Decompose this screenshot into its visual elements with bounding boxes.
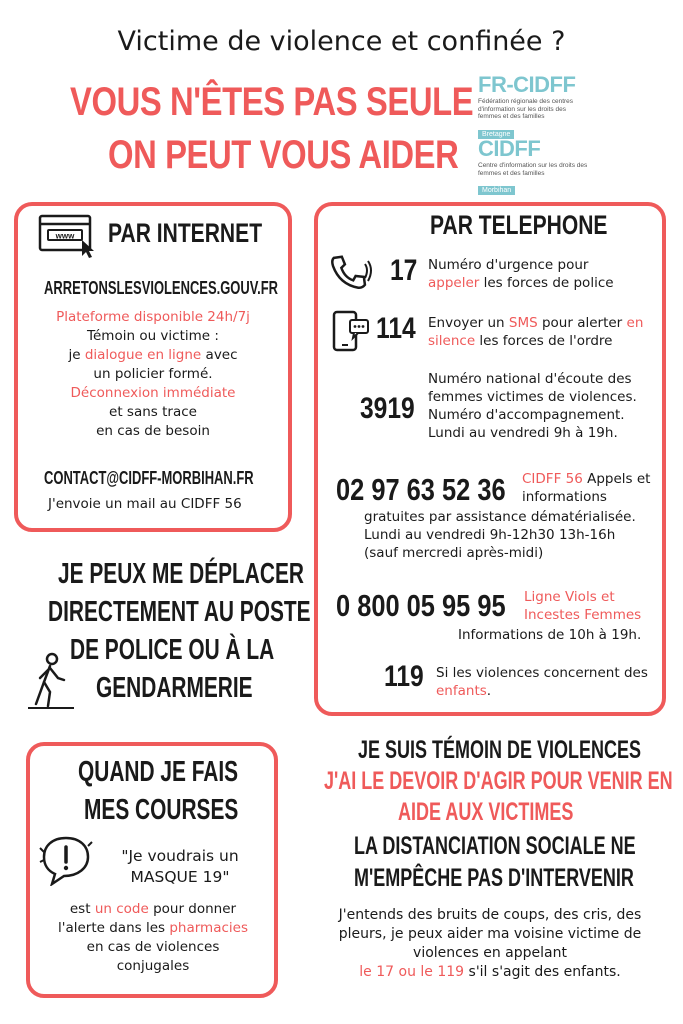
number-3919[interactable]: 3919 xyxy=(360,392,415,425)
sms-word: SMS xyxy=(508,315,538,331)
move-line-2: DIRECTEMENT AU POSTE xyxy=(48,596,311,628)
cidff56-word: CIDFF 56 xyxy=(522,471,583,487)
number-17[interactable]: 17 xyxy=(390,254,418,287)
witness-line-4: LA DISTANCIATION SOCIALE NE xyxy=(354,832,636,860)
internet-title: PAR INTERNET xyxy=(108,218,263,248)
police-line: un policier formé. xyxy=(93,366,213,382)
move-line-3: DE POLICE OU À LA xyxy=(70,634,275,666)
cidff56-details: gratuites par assistance dématérialisée. Lundi au vendredi 9h-12h30 13h-16h (sauf mercredi après-midi) xyxy=(364,509,636,561)
witness-victim-line: Témoin ou victime : xyxy=(87,328,219,344)
gov-website-link[interactable]: ARRETONSLESVIOLENCES.GOUV.FR xyxy=(44,278,279,298)
number-114-desc: Envoyer un SMS pour alerter en silence les forces de l'ordre xyxy=(428,315,644,349)
frcidff-logo-sub: Fédération régionale des centres d'information sur les droits des femmes et des familles xyxy=(478,98,574,120)
witness-line-1: JE SUIS TÉMOIN DE VIOLENCES xyxy=(358,736,642,764)
telephone-title: PAR TELEPHONE xyxy=(430,210,608,240)
headline-not-alone: VOUS N'ÊTES PAS SEULE xyxy=(70,80,474,124)
phone-ringing-icon xyxy=(330,252,374,292)
frcidff-logo-tag: Bretagne xyxy=(478,130,514,139)
walking-person-icon xyxy=(26,652,76,710)
cidff-logo-tag: Morbihan xyxy=(478,186,515,195)
witness-line-3: AIDE AUX VICTIMES xyxy=(398,798,574,826)
viols-femmes-desc: Ligne Viols et Incestes Femmes xyxy=(524,589,642,623)
email-description: J'envoie un mail au CIDFF 56 xyxy=(48,496,242,512)
number-viols-femmes[interactable]: 0 800 05 95 95 xyxy=(336,588,506,623)
browser-www-icon xyxy=(38,214,96,258)
number-3919-desc: Numéro national d'écoute des femmes victimes de violences. Numéro d'accompagnement. Lundi au vendredi 9h à 19h. xyxy=(428,371,637,441)
cidff-logo-name: CIDFF xyxy=(478,136,541,161)
children-word: enfants xyxy=(436,683,487,699)
page-question: Victime de violence et confinée ? xyxy=(117,26,566,57)
frcidff-logo-name: FR-CIDFF xyxy=(478,72,576,97)
disconnect-line: Déconnexion immédiate xyxy=(70,385,236,401)
frcidff-logo xyxy=(478,72,588,140)
number-119-desc: Si les violences concernent des enfants. xyxy=(436,665,648,699)
silence-word: silence xyxy=(428,333,476,349)
shopping-title-2: MES COURSES xyxy=(84,794,239,826)
witness-line-2: J'AI LE DEVOIR D'AGIR POUR VENIR EN xyxy=(324,767,673,795)
move-line-4: GENDARMERIE xyxy=(96,672,253,704)
headline-we-can-help: ON PEUT VOUS AIDER xyxy=(108,133,459,177)
need-line: en cas de besoin xyxy=(96,423,210,439)
online-dialogue-text: dialogue en ligne xyxy=(84,347,202,363)
number-17-desc: Numéro d'urgence pour appeler les forces de police xyxy=(428,257,614,291)
platform-line: Plateforme disponible 24h/7j xyxy=(56,309,250,325)
cidff-logo xyxy=(478,136,588,196)
no-trace-line: et sans trace xyxy=(109,404,197,420)
smartphone-message-icon xyxy=(330,308,372,354)
number-114[interactable]: 114 xyxy=(376,312,416,345)
viols-femmes-hours: Informations de 10h à 19h. xyxy=(458,627,642,643)
mask-code-quote: "Je voudrais un MASQUE 19" xyxy=(121,847,239,886)
move-line-1: JE PEUX ME DÉPLACER xyxy=(58,558,304,590)
number-cidff56[interactable]: 02 97 63 52 36 xyxy=(336,472,506,507)
witness-line-5: M'EMPÊCHE PAS D'INTERVENIR xyxy=(354,864,634,892)
internet-description xyxy=(22,308,284,441)
call-word: appeler xyxy=(428,275,480,291)
number-119[interactable]: 119 xyxy=(384,660,424,693)
mask-code-description: est un code pour donner l'alerte dans les pharmacies en cas de violences conjugales xyxy=(58,901,248,974)
witness-paragraph: J'entends des bruits de coups, des cris, des pleurs, je peux aider ma voisine victime de violences en appelant le 17 ou le 119 s'il s'agit des enfants. xyxy=(338,907,642,980)
contact-email-link[interactable]: CONTACT@CIDFF-MORBIHAN.FR xyxy=(44,468,254,488)
code-word: un code xyxy=(94,901,149,917)
dialogue-line: je dialogue en ligne avec xyxy=(68,347,238,363)
cidff-logo-sub: Centre d'information sur les droits des femmes et des familles xyxy=(478,162,588,177)
pharmacies-word: pharmacies xyxy=(169,920,248,936)
number-cidff56-desc: CIDFF 56 Appels et informations xyxy=(522,471,651,505)
call-numbers: le 17 ou le 119 xyxy=(359,964,465,980)
speech-bubble-alert-icon xyxy=(38,834,94,886)
svg-text:www: www xyxy=(55,231,75,241)
shopping-title-1: QUAND JE FAIS xyxy=(78,756,239,788)
